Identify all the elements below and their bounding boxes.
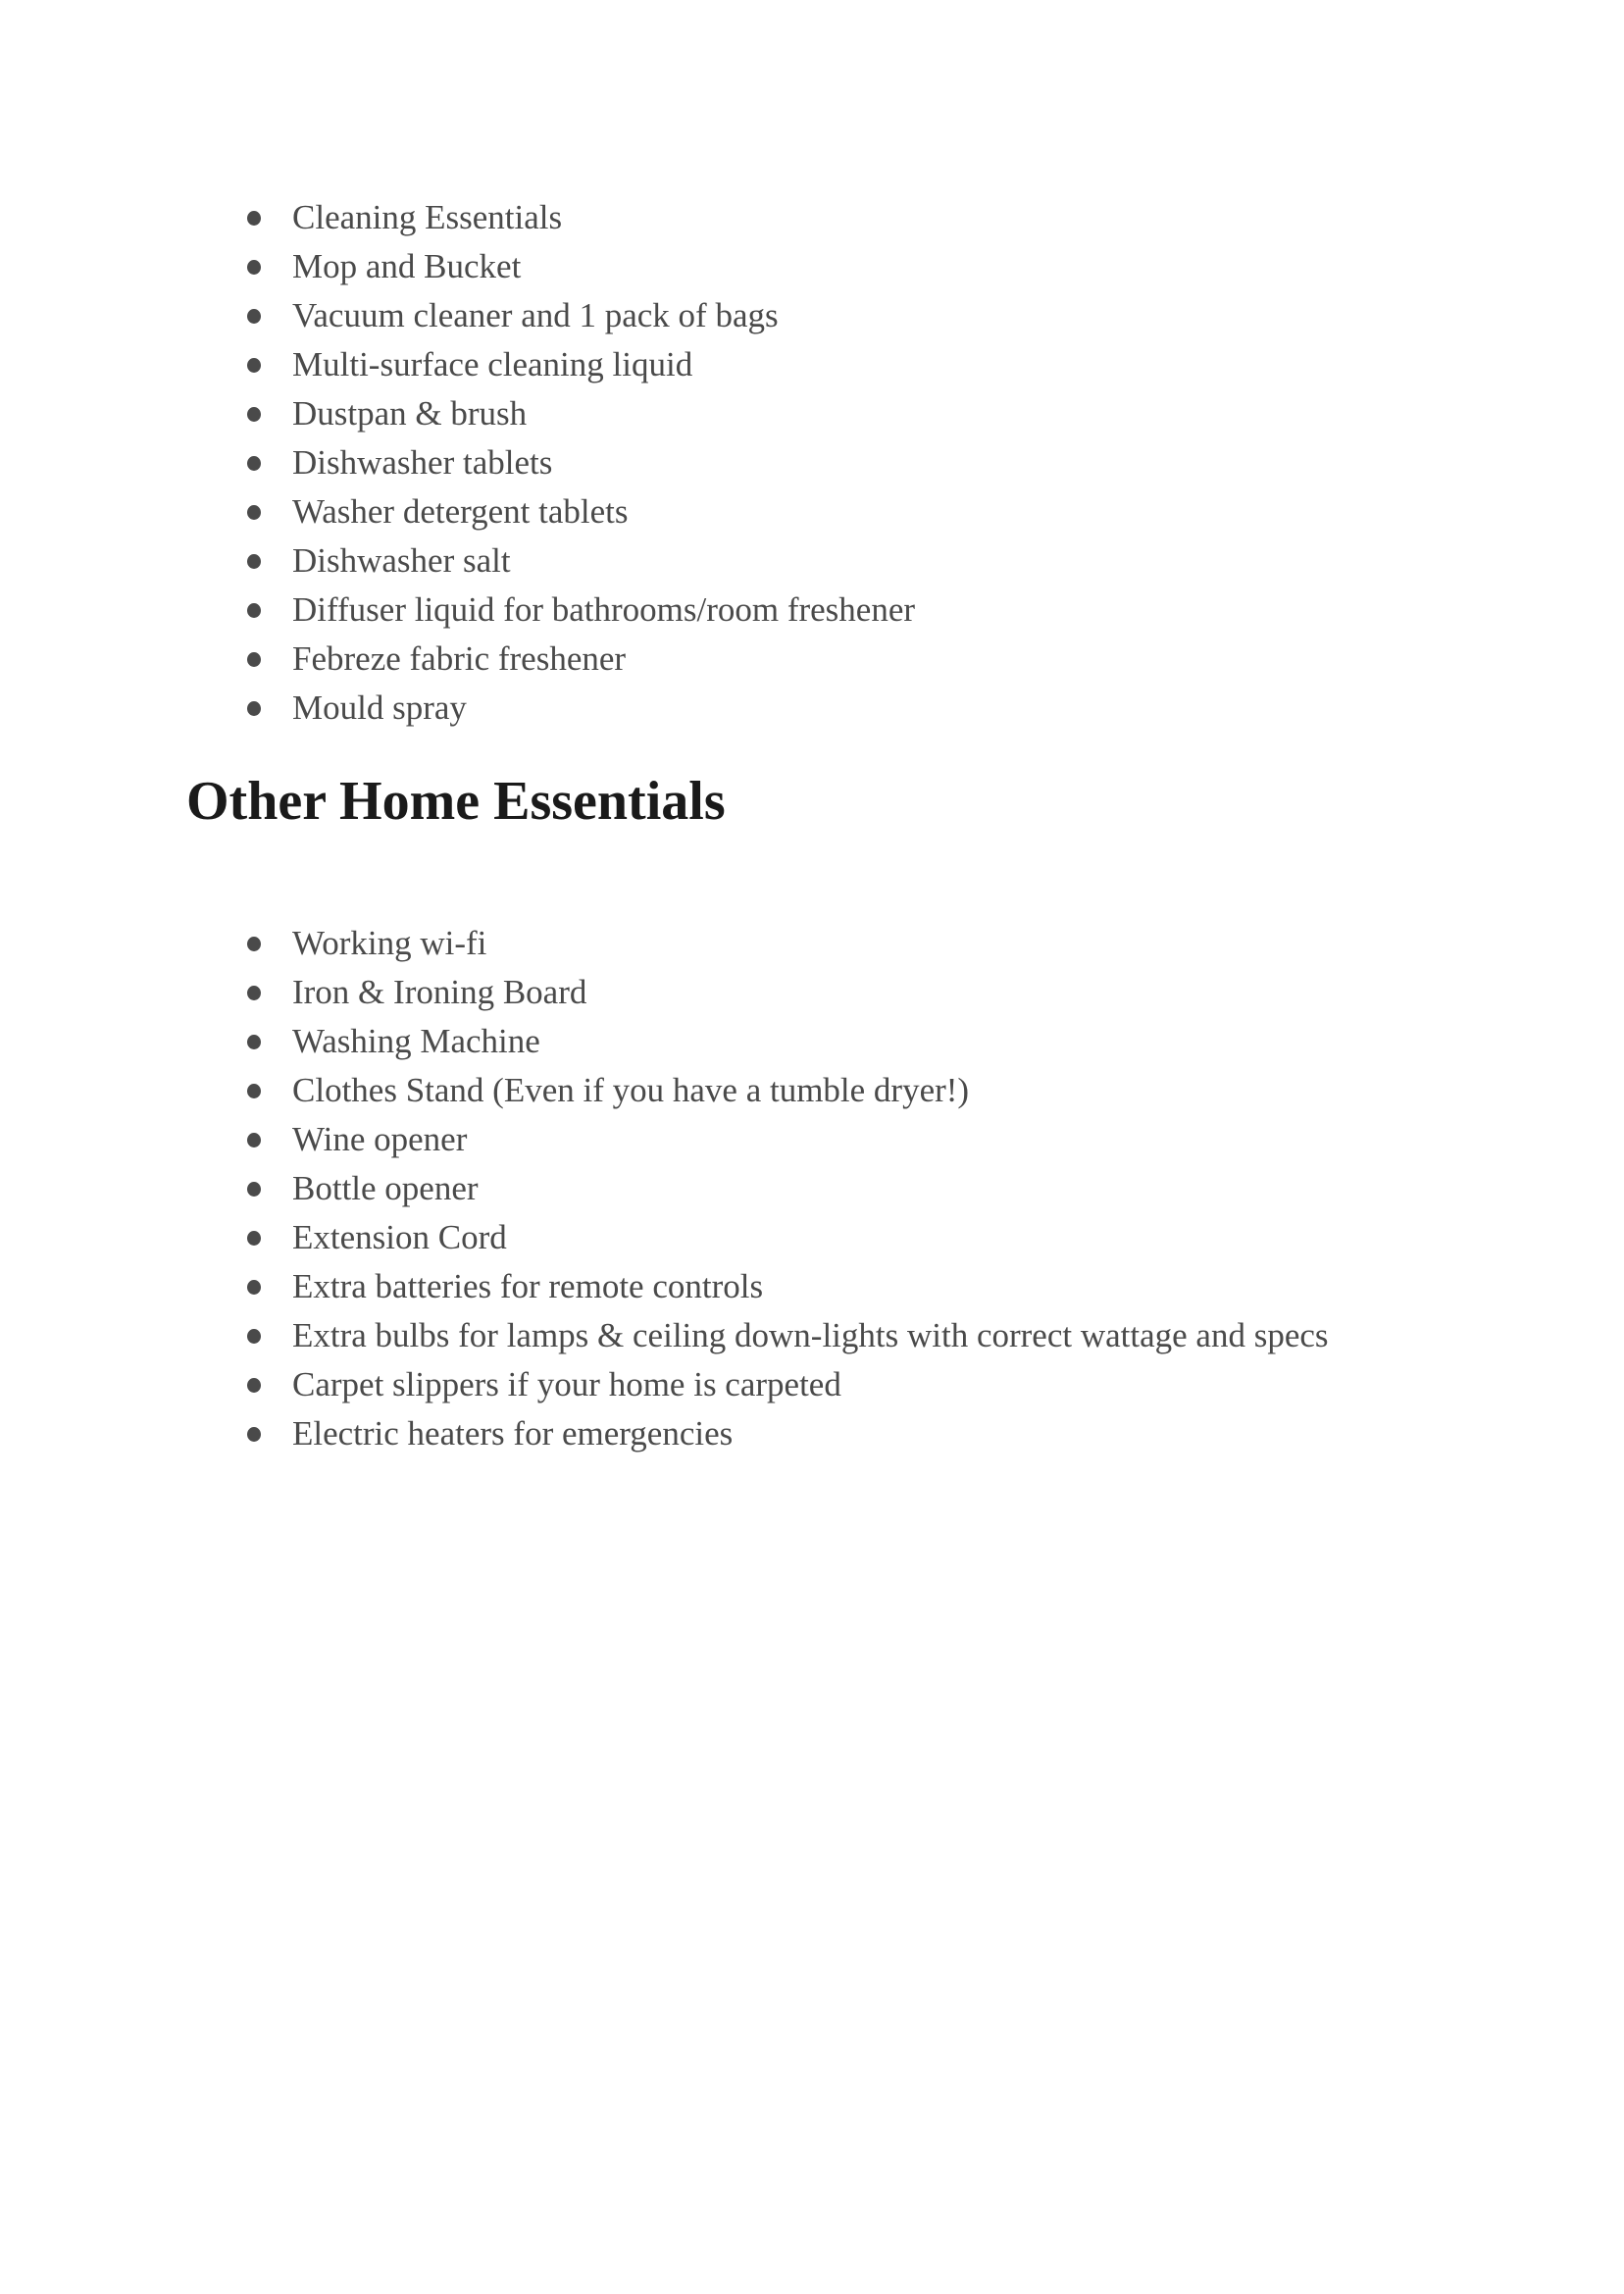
list-item-text: Diffuser liquid for bathrooms/room freshener [292,590,916,629]
bullet-icon [247,1133,261,1147]
bullet-icon [247,652,261,667]
bullet-icon [247,505,261,520]
bullet-icon [247,1280,261,1295]
list-item-text: Wine opener [292,1120,468,1158]
bullet-icon [247,309,261,324]
list-item [186,291,915,340]
bullet-icon [247,701,261,716]
list-item-text: Working wi-fi [292,924,487,962]
bullet-icon [247,1427,261,1442]
list-item-text: Electric heaters for emergencies [292,1414,734,1453]
list-item-text: Extra bulbs for lamps & ceiling down-lights with correct wattage and specs [292,1316,1329,1354]
bullet-icon [247,358,261,373]
bullet-icon [247,554,261,569]
bullet-icon [247,456,261,471]
list-item-text: Iron & Ironing Board [292,973,587,1011]
list-item [186,487,915,536]
list-item [186,340,915,389]
list-item [186,1213,1329,1262]
bullet-icon [247,1329,261,1344]
list-item-text: Vacuum cleaner and 1 pack of bags [292,296,779,334]
cleaning-essentials-list [186,193,915,733]
list-item-text: Clothes Stand (Even if you have a tumble dryer!) [292,1071,970,1109]
list-item-text: Washer detergent tablets [292,492,629,531]
bullet-icon [247,260,261,275]
list-item [186,635,915,684]
list-item-text: Multi-surface cleaning liquid [292,345,693,383]
list-item-text: Mould spray [292,688,467,727]
other-home-essentials-list [186,919,1329,1458]
list-item [186,389,915,438]
list-item [186,438,915,487]
list-item-text: Cleaning Essentials [292,198,563,236]
list-item-text: Febreze fabric freshener [292,639,627,678]
bullet-icon [247,1378,261,1393]
bullet-icon [247,1231,261,1246]
bullet-icon [247,407,261,422]
list-item-text: Extension Cord [292,1218,507,1256]
list-item-text: Mop and Bucket [292,247,522,285]
bullet-icon [247,603,261,618]
list-item [186,684,915,733]
list-item [186,1017,1329,1066]
list-item [186,1164,1329,1213]
list-item [186,1066,1329,1115]
list-item-text: Bottle opener [292,1169,479,1207]
list-item [186,1409,1329,1458]
list-item [186,193,915,242]
list-item [186,1311,1329,1360]
section-heading: Other Home Essentials [186,771,726,832]
bullet-icon [247,1084,261,1098]
list-item-text: Dishwasher tablets [292,443,553,482]
bullet-icon [247,1035,261,1049]
list-item-text: Extra batteries for remote controls [292,1267,764,1305]
list-item-text: Washing Machine [292,1022,540,1060]
list-item-text: Carpet slippers if your home is carpeted [292,1365,841,1403]
list-item [186,1115,1329,1164]
bullet-icon [247,1182,261,1197]
list-item [186,1360,1329,1409]
list-item [186,586,915,635]
bullet-icon [247,937,261,951]
list-item [186,968,1329,1017]
list-item-text: Dustpan & brush [292,394,528,433]
list-item [186,536,915,586]
list-item [186,1262,1329,1311]
bullet-icon [247,211,261,226]
list-item [186,242,915,291]
list-item-text: Dishwasher salt [292,541,511,580]
bullet-icon [247,986,261,1000]
list-item [186,919,1329,968]
